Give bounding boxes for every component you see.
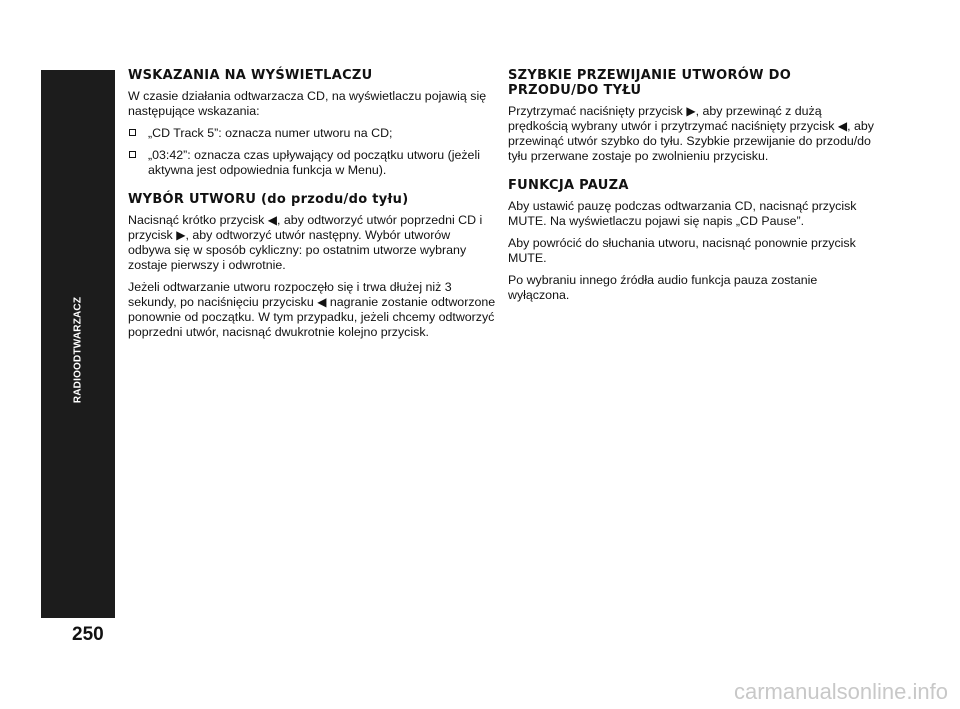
- left-column: [128, 68, 496, 347]
- paragraph-text: Nacisnąć krótko przycisk: [128, 213, 265, 227]
- paragraph-text: Przytrzymać naciśnięty przycisk: [508, 104, 683, 118]
- chapter-label: RADIOODTWARZACZ: [72, 296, 84, 404]
- paragraph-text: , aby odtworzyć utwór następny. Wybór utworów odbywa się w sposób cykliczny: po ostatnim utworze wybrany zostaje pierwszy i odwrotnie.: [128, 228, 467, 272]
- paragraph-text: , aby przewinąć utwór szybko do tyłu. Szybkie przewijanie do przodu/do tyłu przerwane zostaje po zwolnieniu przycisku.: [508, 119, 874, 163]
- right-column: [508, 68, 876, 310]
- paragraph: Po wybraniu innego źródła audio funkcja pauza zostanie wyłączona.: [508, 273, 818, 302]
- paragraph: [508, 104, 876, 164]
- bullet-text: „03:42”: oznacza czas upływający od początku utworu (jeżeli aktywna jest odpowiednia funkcja w Menu).: [148, 148, 480, 177]
- checkbox-bullet-icon: [129, 129, 136, 136]
- bullet-item: [128, 148, 496, 178]
- bullet-item: [128, 126, 496, 141]
- left-arrow-icon: ◀: [837, 119, 848, 133]
- paragraph-text: , aby odtworzyć utwór poprzedni CD i przycisk: [128, 213, 483, 242]
- paragraph-text: , aby przewinąć z dużą prędkością wybrany utwór i przytrzymać naciśnięty przycisk: [508, 104, 835, 133]
- paragraph: Aby powrócić do słuchania utworu, nacisnąć ponownie przycisk MUTE.: [508, 236, 856, 265]
- paragraph: [128, 280, 496, 340]
- section-heading-track-select: WYBÓR UTWORU (do przodu/do tyłu): [128, 192, 409, 207]
- right-arrow-icon: ▶: [686, 104, 696, 118]
- right-arrow-icon: ▶: [176, 228, 186, 242]
- bullet-text: „CD Track 5”: oznacza numer utworu na CD;: [148, 126, 393, 140]
- paragraph-text: Jeżeli odtwarzanie utworu rozpoczęło się i trwa dłużej niż 3 sekundy, po naciśnięciu przycisku: [128, 280, 452, 309]
- left-arrow-icon: ◀: [317, 295, 327, 309]
- paragraph-text: nagranie zostanie odtworzone ponownie od początku. W tym przypadku, jeżeli chcemy odtworzyć poprzedni utwór, nacisnąć dwukrotnie kolejno przycisk.: [128, 295, 496, 339]
- watermark: carmanualsonline.info: [733, 679, 948, 704]
- paragraph: [128, 213, 496, 273]
- paragraph: Aby ustawić pauzę podczas odtwarzania CD, nacisnąć przycisk MUTE. Na wyświetlaczu pojawi się napis „CD Pause”.: [508, 199, 857, 228]
- paragraph: W czasie działania odtwarzacza CD, na wyświetlaczu pojawią się następujące wskazania:: [128, 89, 487, 118]
- checkbox-bullet-icon: [129, 151, 136, 158]
- section-heading-fast-forward: SZYBKIE PRZEWIJANIE UTWORÓW DO PRZODU/DO TYŁU: [508, 68, 792, 98]
- section-heading-display: WSKAZANIA NA WYŚWIETLACZU: [128, 68, 373, 83]
- section-heading-pause: FUNKCJA PAUZA: [508, 178, 629, 193]
- left-arrow-icon: ◀: [267, 213, 278, 227]
- page-number: 250: [72, 624, 104, 645]
